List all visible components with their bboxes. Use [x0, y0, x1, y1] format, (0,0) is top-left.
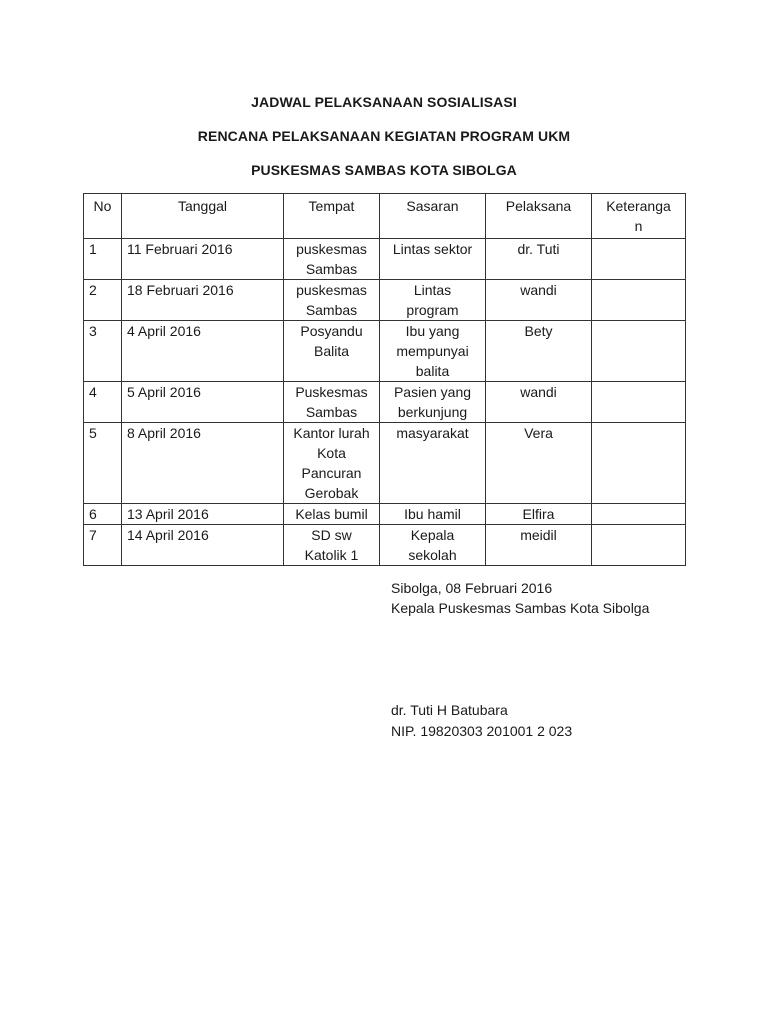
cell-tanggal: 11 Februari 2016 [122, 239, 284, 280]
signature-name: dr. Tuti H Batubara [391, 702, 508, 718]
cell-sasaran: Kepala sekolah [380, 525, 486, 566]
cell-tanggal: 14 April 2016 [122, 525, 284, 566]
cell-tanggal: 18 Februari 2016 [122, 280, 284, 321]
cell-pelaksana: meidil [486, 525, 592, 566]
cell-tempat: Kelas bumil [284, 504, 380, 525]
cell-keterangan [592, 423, 686, 504]
cell-sasaran: Lintas program [380, 280, 486, 321]
cell-tanggal: 8 April 2016 [122, 423, 284, 504]
signature-position: Kepala Puskesmas Sambas Kota Sibolga [391, 600, 650, 616]
cell-sasaran: masyarakat [380, 423, 486, 504]
header-sasaran: Sasaran [380, 194, 486, 239]
cell-no: 1 [84, 239, 122, 280]
header-pelaksana: Pelaksana [486, 194, 592, 239]
signature-nip: NIP. 19820303 201001 2 023 [391, 723, 573, 739]
cell-no: 6 [84, 504, 122, 525]
document-title: JADWAL PELAKSANAAN SOSIALISASI [251, 94, 517, 110]
cell-sasaran: Lintas sektor [380, 239, 486, 280]
cell-pelaksana: wandi [486, 280, 592, 321]
cell-pelaksana: Elfira [486, 504, 592, 525]
table-row [84, 525, 686, 566]
cell-no: 3 [84, 321, 122, 382]
cell-no: 7 [84, 525, 122, 566]
header-tempat: Tempat [284, 194, 380, 239]
header-tanggal: Tanggal [122, 194, 284, 239]
cell-no: 4 [84, 382, 122, 423]
cell-no: 5 [84, 423, 122, 504]
cell-keterangan [592, 280, 686, 321]
cell-keterangan [592, 321, 686, 382]
cell-tanggal: 4 April 2016 [122, 321, 284, 382]
cell-pelaksana: wandi [486, 382, 592, 423]
schedule-table [83, 193, 686, 566]
header-no: No [84, 194, 122, 239]
cell-pelaksana: Vera [486, 423, 592, 504]
cell-tempat: puskesmas Sambas [284, 239, 380, 280]
table-row [84, 504, 686, 525]
signature-place-date: Sibolga, 08 Februari 2016 [391, 580, 553, 596]
table-header-row [84, 194, 686, 239]
table-row [84, 239, 686, 280]
cell-tanggal: 5 April 2016 [122, 382, 284, 423]
cell-keterangan [592, 382, 686, 423]
cell-sasaran: Ibu yang mempunyai balita [380, 321, 486, 382]
cell-keterangan [592, 239, 686, 280]
document-institution: PUSKESMAS SAMBAS KOTA SIBOLGA [251, 162, 517, 178]
cell-sasaran: Ibu hamil [380, 504, 486, 525]
cell-tempat: Puskesmas Sambas [284, 382, 380, 423]
cell-tempat: SD sw Katolik 1 [284, 525, 380, 566]
cell-keterangan [592, 504, 686, 525]
cell-pelaksana: Bety [486, 321, 592, 382]
table-row [84, 280, 686, 321]
cell-sasaran: Pasien yang berkunjung [380, 382, 486, 423]
table-row [84, 321, 686, 382]
document-subtitle: RENCANA PELAKSANAAN KEGIATAN PROGRAM UKM [197, 128, 571, 144]
cell-no: 2 [84, 280, 122, 321]
cell-keterangan [592, 525, 686, 566]
cell-tempat: Posyandu Balita [284, 321, 380, 382]
cell-tanggal: 13 April 2016 [122, 504, 284, 525]
table-row [84, 382, 686, 423]
cell-pelaksana: dr. Tuti [486, 239, 592, 280]
header-keterangan: Keteranga n [592, 194, 686, 239]
cell-tempat: puskesmas Sambas [284, 280, 380, 321]
cell-tempat: Kantor lurah Kota Pancuran Gerobak [284, 423, 380, 504]
table-row [84, 423, 686, 504]
